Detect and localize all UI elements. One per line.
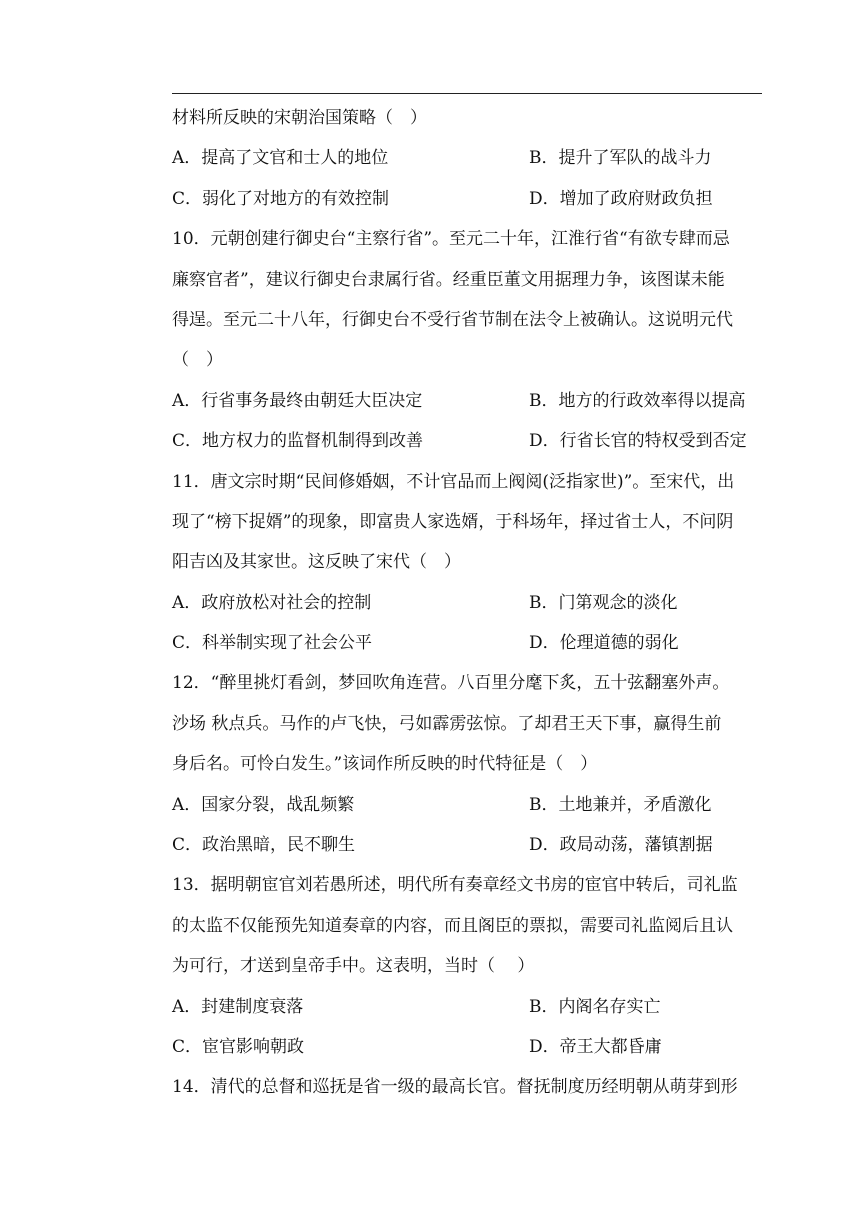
option-row [172, 785, 764, 825]
question-stem-line: （ ） [172, 350, 223, 371]
question-stem-line: 13．据明朝宦官刘若愚所述，明代所有奏章经文书房的宦官中转后，司礼监 [172, 875, 738, 896]
option-d[interactable]: D．伦理道德的弱化 [529, 633, 679, 654]
option-a[interactable]: A．封建制度衰落 [172, 996, 304, 1017]
option-row [172, 1027, 764, 1067]
option-b[interactable]: B．土地兼并，矛盾激化 [529, 794, 712, 815]
option-d[interactable]: D．增加了政府财政负担 [529, 188, 713, 209]
question-stem-line: 的太监不仅能预先知道奏章的内容，而且阁臣的票拟，需要司礼监阅后且认 [172, 915, 733, 936]
option-row [172, 138, 764, 178]
option-row [172, 421, 764, 461]
question-stem-line: 材料所反映的宋朝治国策略（ ） [172, 108, 427, 128]
question-9 [172, 98, 764, 219]
question-10 [172, 219, 764, 461]
option-row [172, 987, 764, 1027]
option-c[interactable]: C．科举制实现了社会公平 [172, 633, 373, 654]
question-stem-line: 10．元朝创建行御史台“主察行省”。至元二十年，江淮行省“有欲专肆而忌 [172, 229, 730, 250]
option-a[interactable]: A．提高了文官和士人的地位 [172, 148, 389, 169]
option-c[interactable]: C．弱化了对地方的有效控制 [172, 188, 390, 209]
option-row [172, 583, 764, 623]
question-13 [172, 865, 764, 1067]
document-body [172, 98, 764, 1108]
question-11 [172, 462, 764, 664]
header-rule [172, 93, 762, 94]
question-stem-line: 身后名。可怜白发生。”该词作所反映的时代特征是（ ） [172, 754, 598, 775]
question-14 [172, 1067, 764, 1107]
option-b[interactable]: B．地方的行政效率得以提高 [529, 390, 746, 411]
question-stem-line: 为可行，才送到皇帝手中。这表明，当时（ ） [172, 956, 535, 977]
option-a[interactable]: A．政府放松对社会的控制 [172, 592, 372, 613]
option-b[interactable]: B．提升了军队的战斗力 [529, 148, 712, 169]
option-d[interactable]: D．政局动荡，藩镇割据 [529, 835, 713, 856]
option-d[interactable]: D．行省长官的特权受到否定 [529, 431, 747, 452]
question-stem-line: 阳吉凶及其家世。这反映了宋代（ ） [172, 552, 461, 573]
option-b[interactable]: B．内阁名存实亡 [529, 996, 661, 1017]
option-a[interactable]: A．国家分裂，战乱频繁 [172, 794, 355, 815]
question-stem-line: 得逞。至元二十八年，行御史台不受行省节制在法令上被确认。这说明元代 [172, 309, 733, 330]
question-stem-line: 14．清代的总督和巡抚是省一级的最高长官。督抚制度历经明朝从萌芽到形 [172, 1077, 738, 1098]
option-c[interactable]: C．宦官影响朝政 [172, 1036, 305, 1057]
option-row [172, 381, 764, 421]
question-stem-line: 沙场 秋点兵。马作的卢飞快，弓如霹雳弦惊。了却君王天下事，赢得生前 [172, 713, 722, 734]
option-row [172, 825, 764, 865]
question-stem-line: 廉察官者”，建议行御史台隶属行省。经重臣董文用据理力争，该图谋未能 [172, 269, 725, 290]
question-stem-line: 12．“醉里挑灯看剑，梦回吹角连营。八百里分麾下炙，五十弦翻塞外声。 [172, 673, 730, 694]
option-b[interactable]: B．门第观念的淡化 [529, 592, 678, 613]
option-c[interactable]: C．政治黑暗，民不聊生 [172, 835, 356, 856]
option-d[interactable]: D．帝王大都昏庸 [529, 1036, 662, 1057]
question-12 [172, 663, 764, 865]
question-stem-line: 现了“榜下捉婿”的现象，即富贵人家选婿，于科场年，择过省士人，不问阴 [172, 511, 734, 532]
option-row [172, 179, 764, 219]
question-stem-line: 11．唐文宗时期“民间修婚姻，不计官品而上阀阅(泛指家世)”。至宋代，出 [172, 471, 735, 492]
option-c[interactable]: C．地方权力的监督机制得到改善 [172, 431, 424, 452]
option-row [172, 623, 764, 663]
option-a[interactable]: A．行省事务最终由朝廷大臣决定 [172, 390, 423, 411]
